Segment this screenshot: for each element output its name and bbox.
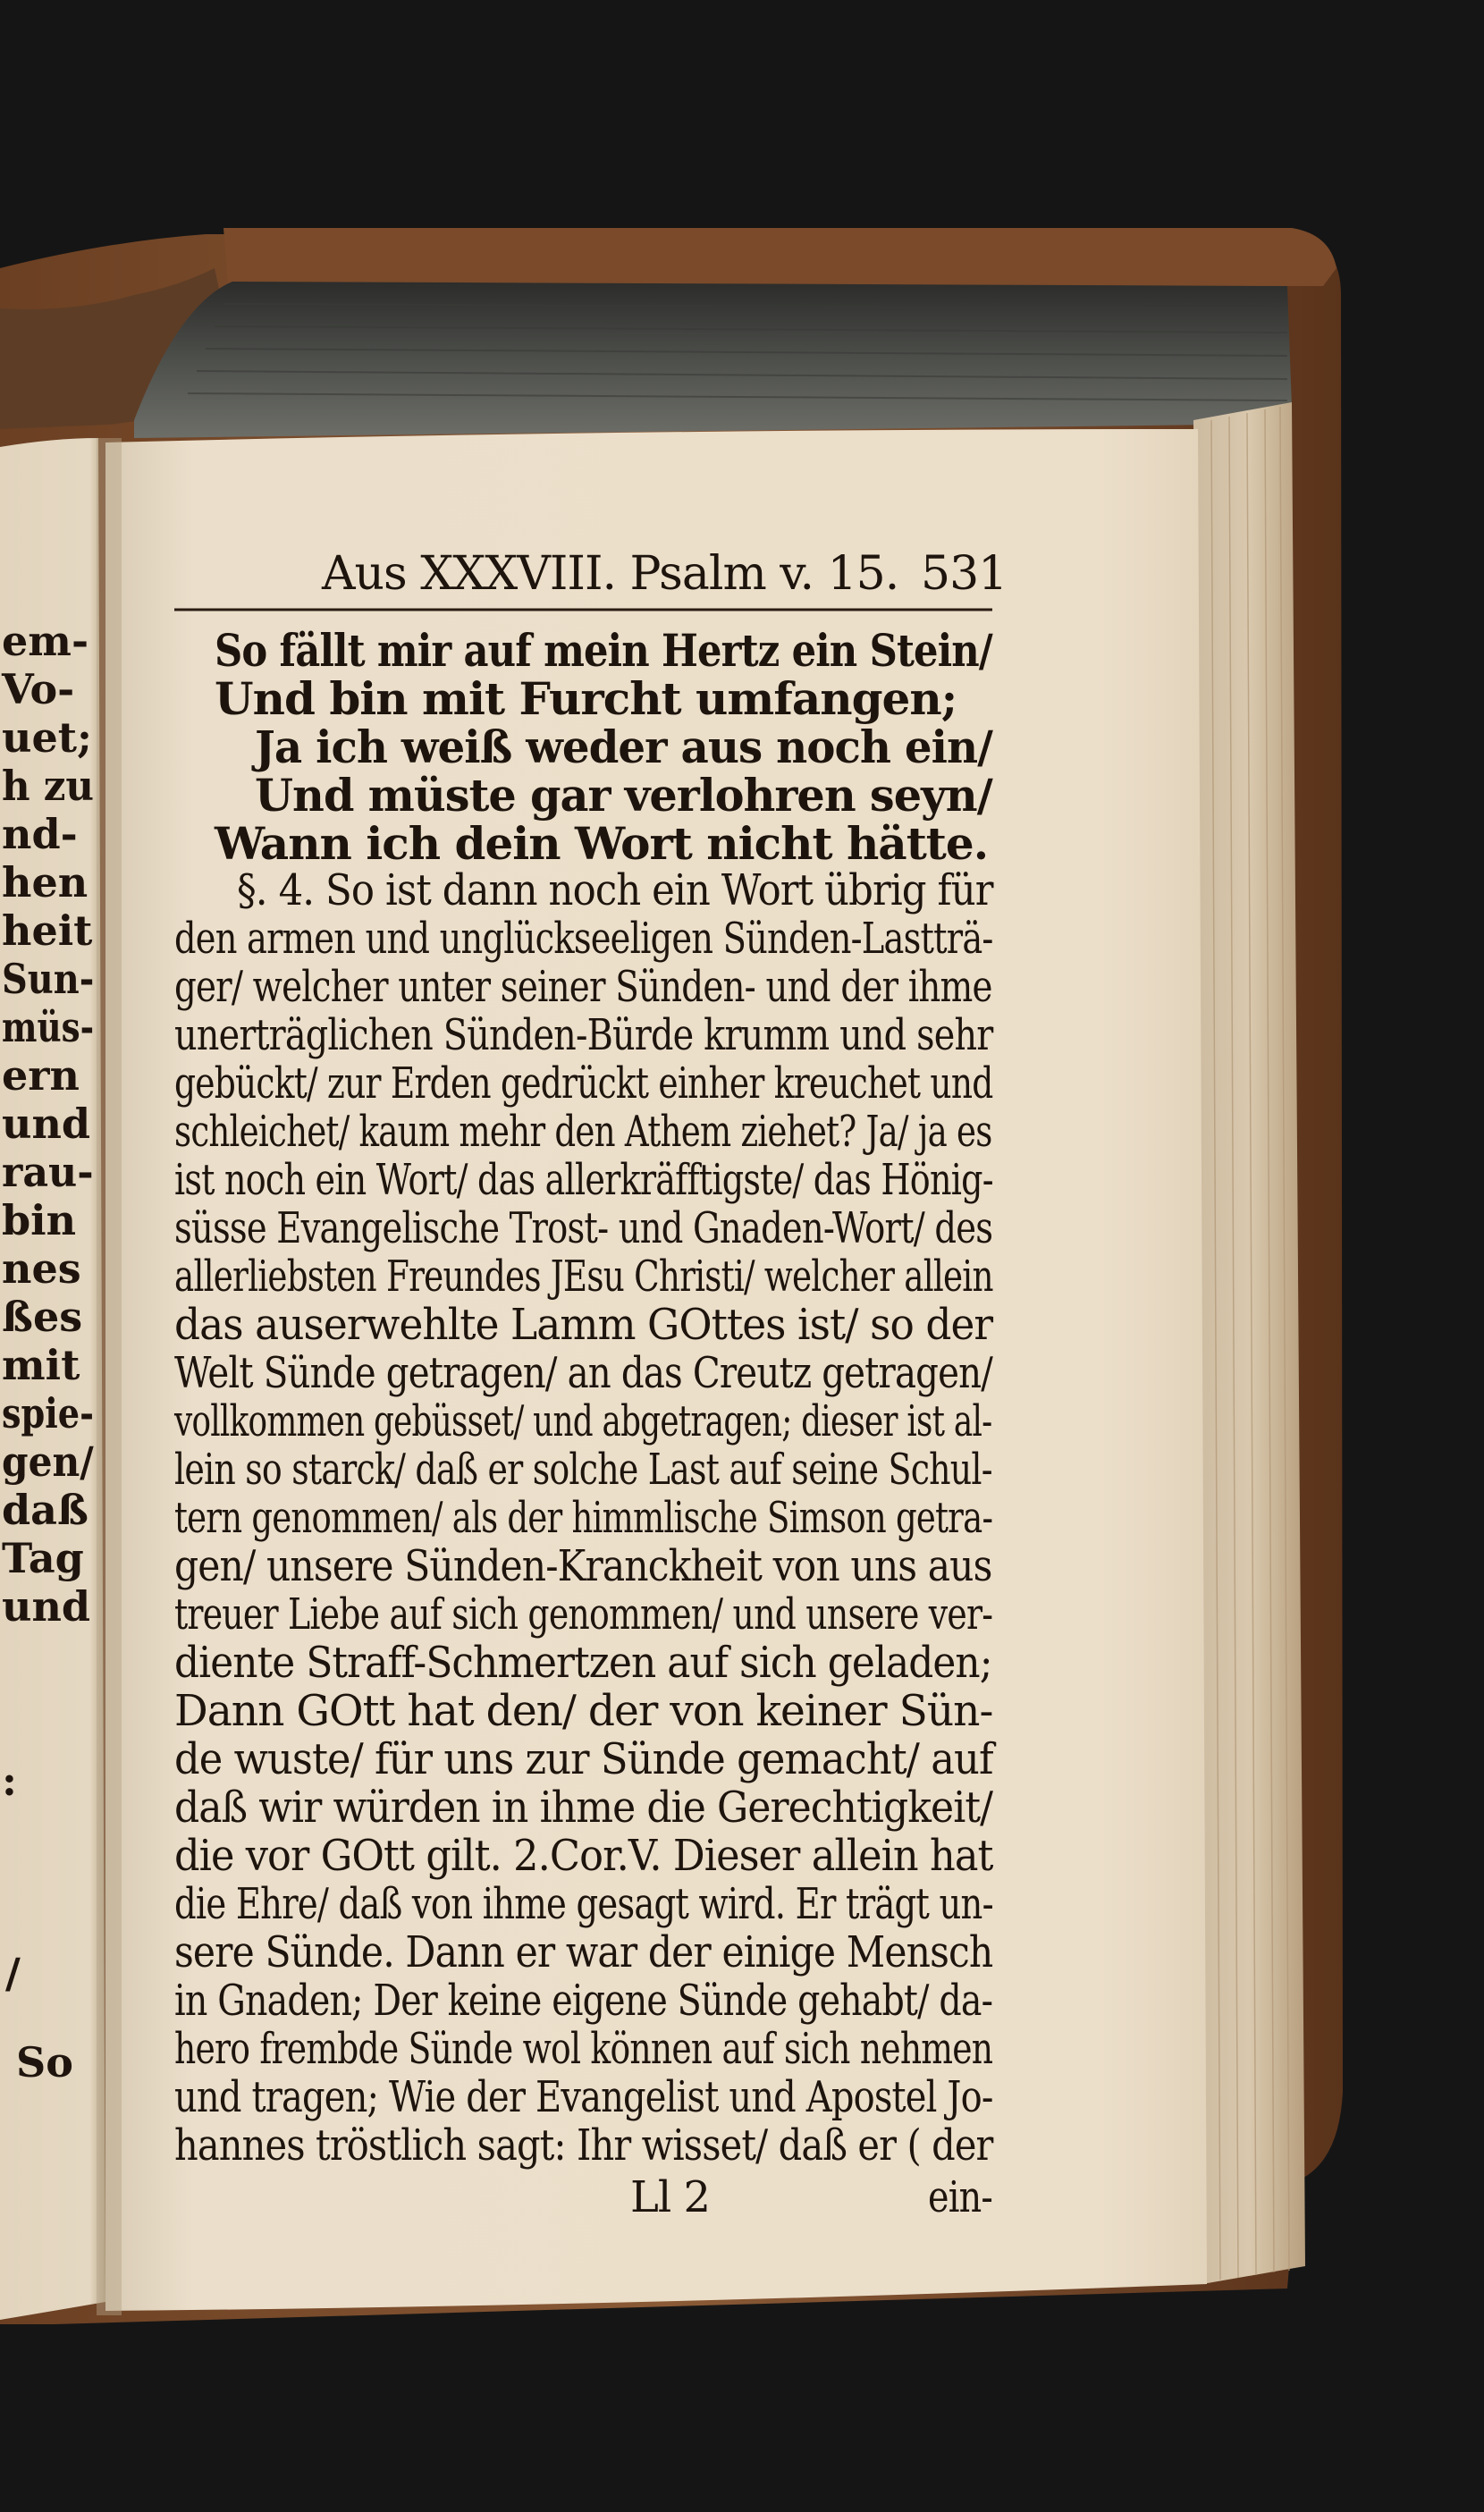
left-page-fragment: So [16,2038,73,2086]
body-line: §. 4. So ist dann noch ein Wort übrig für [237,865,993,915]
body-line: treuer Liebe auf sich genommen/ und unsere ver- [174,1589,993,1640]
left-page-fragment: Vo- [2,665,75,713]
body-line: tern genommen/ als der himmlische Simson getra- [174,1493,993,1543]
body-line: süsse Evangelische Trost- und Gnaden-Wort/ des [174,1203,993,1253]
body-line: die Ehre/ daß von ihme gesagt wird. Er trägt un- [174,1879,993,1929]
left-page-fragment: h zu [2,762,95,810]
body-line: gen/ unsere Sünden-Kranckheit von uns aus [174,1541,992,1591]
left-page-fragment: ßes [2,1293,83,1341]
verse-line: Und müste gar verlohren seyn/ [255,769,992,822]
left-page-fragment: und [2,1582,91,1631]
signature-mark: Ll 2 [630,2172,711,2222]
left-page-fragment: mit [2,1341,80,1389]
left-page-fragment: spie- [2,1389,94,1437]
page-number: 531 [921,547,1008,601]
body-line: Welt Sünde getragen/ an das Creutz getragen/ [174,1348,993,1398]
left-page-fragment: nd- [2,810,78,858]
body-line: allerliebsten Freundes JEsu Christi/ welcher allein [174,1252,993,1302]
left-page-fragment: gen/ [2,1437,94,1486]
body-line: ger/ welcher unter seiner Sünden- und der ihme [174,962,992,1012]
body-line: hannes tröstlich sagt: Ihr wisset/ daß er ( der [174,2120,993,2171]
left-page-fragment: Sun- [2,955,95,1003]
body-line: gebückt/ zur Erden gedrückt einher kreuchet und [174,1058,993,1108]
left-page-fragment: heit [2,906,93,955]
left-page-fragment: rau- [2,1148,94,1196]
running-title: Aus XXXVIII. Psalm v. 15. [322,547,899,601]
body-line: vollkommen gebüsset/ und abgetragen; dieser ist al- [174,1396,992,1446]
left-page-fragment: daß [2,1486,89,1534]
body-line: ist noch ein Wort/ das allerkräfftigste/ das Hönig- [174,1155,993,1205]
verse-line: Und bin mit Furcht umfangen; [215,672,957,725]
left-page-fragment: uet; [2,713,92,762]
body-line: schleichet/ kaum mehr den Athem ziehet? Ja/ ja es [174,1107,992,1157]
body-line: Dann GOtt hat den/ der von keiner Sün- [174,1686,993,1736]
body-line: de wuste/ für uns zur Sünde gemacht/ auf [174,1734,993,1784]
body-line: sere Sünde. Dann er war der einige Mensch [174,1927,993,1977]
left-page-fragment: müs- [2,1003,95,1051]
body-line: daß wir würden in ihme die Gerechtigkeit/ [174,1783,993,1833]
body-line: diente Straff-Schmertzen auf sich geladen; [174,1638,992,1688]
verse-line: So fällt mir auf mein Hertz ein Stein/ [215,624,992,677]
left-page-fragment: hen [2,858,89,906]
body-line: in Gnaden; Der keine eigene Sünde gehabt/ da- [174,1976,993,2026]
left-page-fragment: nes [2,1244,81,1293]
body-line: und tragen; Wie der Evangelist und Apostel Jo- [174,2072,993,2122]
left-page-fragment: bin [2,1196,77,1244]
body-line: unerträglichen Sünden-Bürde krumm und sehr [174,1010,993,1060]
verse-line: Ja ich weiß weder aus noch ein/ [255,721,992,773]
body-line: das auserwehlte Lamm GOttes ist/ so der [174,1300,993,1350]
left-page-fragment: / [5,1949,21,1997]
body-line: den armen und unglückseeligen Sünden-Lastträ- [174,914,993,964]
left-page-fragment: ern [2,1051,80,1100]
body-line: hero frembde Sünde wol können auf sich nehmen [174,2024,993,2074]
left-page-fragment: und [2,1100,91,1148]
body-line: lein so starck/ daß er solche Last auf seine Schul- [174,1445,992,1495]
body-line: die vor GOtt gilt. 2.Cor.V. Dieser allein hat [174,1831,993,1881]
left-page-fragment: Tag [2,1534,84,1582]
left-page-fragment: : [2,1757,17,1805]
verse-line: Wann ich dein Wort nicht hätte. [215,817,989,870]
left-page-fragment: em- [2,617,89,665]
catchword: ein- [928,2172,992,2222]
